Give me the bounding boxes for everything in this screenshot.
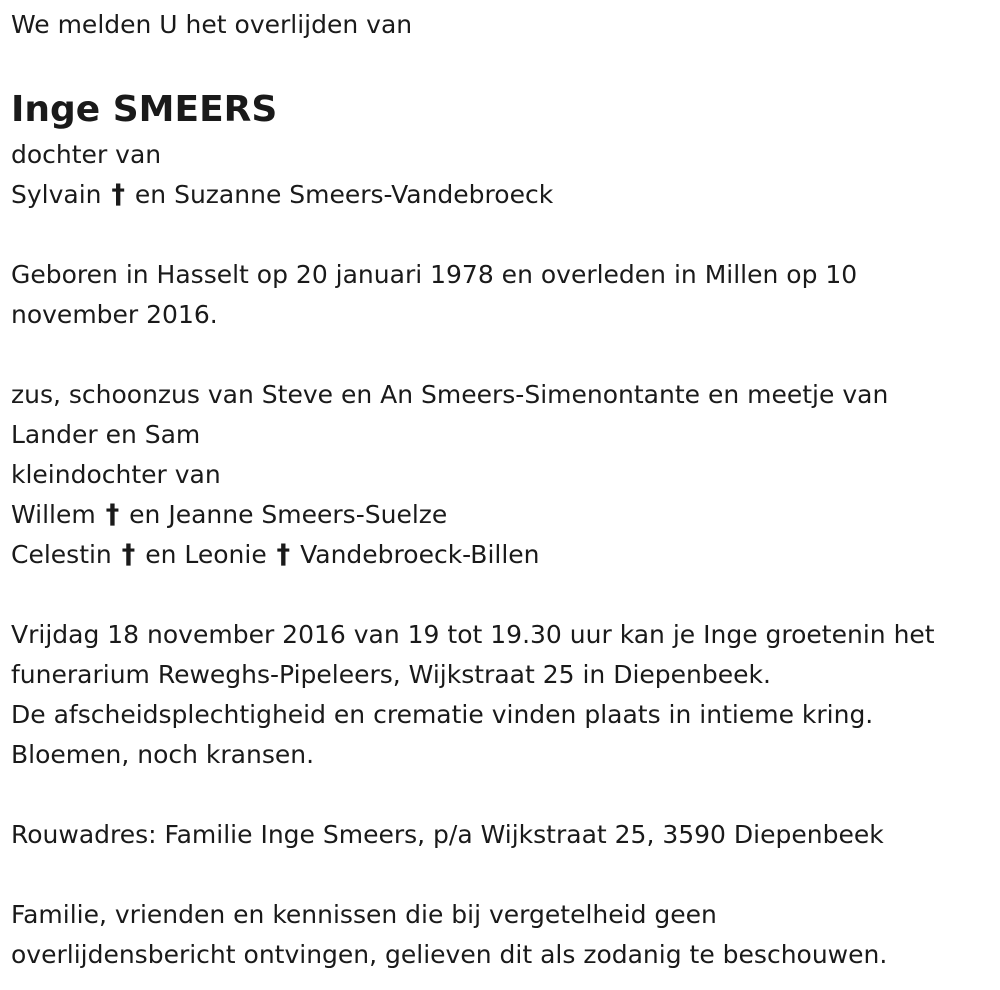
spacer bbox=[11, 45, 1000, 85]
grandparents-line-2 bbox=[11, 535, 1000, 575]
ceremony-line-3: De afscheidsplechtigheid en crematie vinden plaats in intieme kring. bbox=[11, 700, 874, 729]
intro-text: We melden U het overlijden van bbox=[11, 10, 413, 39]
mourning-address: Rouwadres: Familie Inge Smeers, p/a Wijkstraat 25, 3590 Diepenbeek bbox=[11, 820, 884, 849]
deceased-name: Inge SMEERS bbox=[11, 89, 278, 130]
birth-death-line-2: november 2016. bbox=[11, 300, 218, 329]
grandmother-name: en Jeanne Smeers-Suelze bbox=[129, 500, 448, 529]
closing-line-2: overlijdensbericht ontvingen, gelieven dit als zodanig te beschouwen. bbox=[11, 940, 888, 969]
mother-name: en Suzanne Smeers-Vandebroeck bbox=[134, 180, 554, 209]
parents-label: dochter van bbox=[11, 140, 162, 169]
spacer bbox=[11, 775, 1000, 815]
family-line-2: Lander en Sam bbox=[11, 420, 201, 449]
family-line-3: kleindochter van bbox=[11, 460, 221, 489]
grandparents-line-1 bbox=[11, 495, 1000, 535]
ceremony-line-1: Vrijdag 18 november 2016 van 19 tot 19.30 uur kan je Inge groetenin het bbox=[11, 620, 935, 649]
ceremony-line-2: funerarium Reweghs-Pipeleers, Wijkstraat 25 in Diepenbeek. bbox=[11, 660, 771, 689]
cross-icon: † bbox=[121, 539, 136, 570]
ceremony-line-4: Bloemen, noch kransen. bbox=[11, 740, 315, 769]
spacer bbox=[11, 215, 1000, 255]
spacer bbox=[11, 335, 1000, 375]
closing-line-1: Familie, vrienden en kennissen die bij vergetelheid geen bbox=[11, 900, 717, 929]
grandfather-name: Willem bbox=[11, 500, 96, 529]
grandfather-name: Celestin bbox=[11, 540, 112, 569]
spacer bbox=[11, 575, 1000, 615]
cross-icon: † bbox=[105, 499, 120, 530]
spacer bbox=[11, 855, 1000, 895]
grandmother-name: en Leonie bbox=[145, 540, 267, 569]
family-name: Vandebroeck-Billen bbox=[300, 540, 540, 569]
birth-death-line-1: Geboren in Hasselt op 20 januari 1978 en overleden in Millen op 10 bbox=[11, 260, 858, 289]
family-line-1: zus, schoonzus van Steve en An Smeers-Simenontante en meetje van bbox=[11, 380, 889, 409]
cross-icon: † bbox=[276, 539, 291, 570]
cross-icon: † bbox=[111, 179, 125, 210]
father-name: Sylvain bbox=[11, 180, 102, 209]
parents-line bbox=[11, 175, 1000, 215]
